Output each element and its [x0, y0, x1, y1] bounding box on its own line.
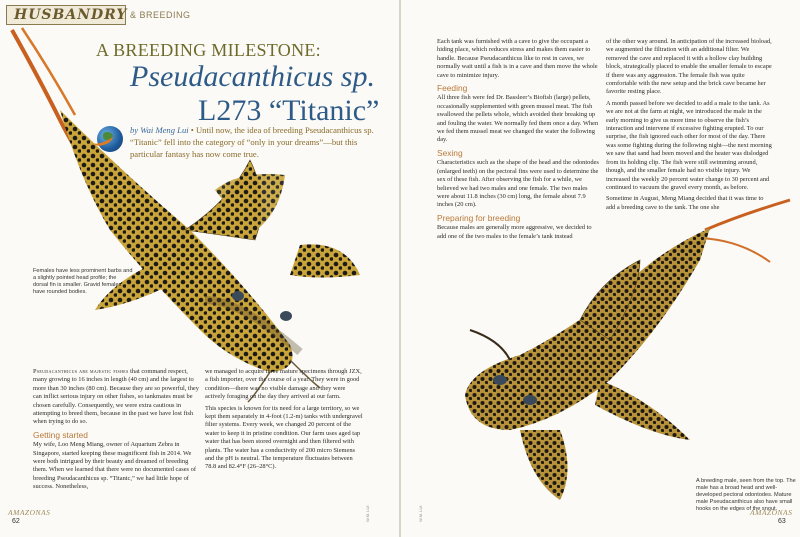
section-banner — [6, 5, 226, 27]
female-caption: Females have less prominent barbs and a slightly pointed head profile; the dorsal fin is smaller. Gravid females have rounded bodies. — [33, 268, 133, 295]
male-fish-photo — [465, 200, 790, 500]
article-intro: by Wai Meng Lui • Until now, the idea of breeding Pseudacanthicus sp. “Titanic” fell into the category of “only in your dreams”—but this particular fantasy has now come true. — [130, 125, 374, 159]
column-3 — [437, 38, 599, 244]
byline: by Wai Meng Lui — [130, 125, 189, 135]
paragraph: All three fish were fed Dr. Bassleer’s Biofish (large) pellets, occasionally supplemented with green mussel meat. The fish swallowed the pellets whole, which avoided their breaking up and fouling the water. We normally fed them once a day. When we fed them mussel meat we changed the water the following day. — [437, 94, 599, 144]
paragraph: of the other way around. In anticipation of the increased bioload, we augmented the filtration with an additional filter. We removed the cave and replaced it with a hollow clay building block, strategically placed to enable the smaller female to escape if there was any aggression. The female fish was quite comfortable with the new setup and the brick cave became her favorite resting place. — [606, 38, 772, 96]
photo-credit-left: W.M. LUI — [365, 505, 370, 522]
lead-in: Pseudacanthicus are majestic fishes — [33, 368, 129, 375]
page-number-right: 63 — [778, 518, 786, 525]
article-title-line1: Pseudacanthicus sp. — [130, 60, 375, 93]
heading-getting-started: Getting started — [33, 429, 88, 440]
section-title: HUSBANDRY — [14, 7, 128, 23]
column-2 — [205, 368, 365, 475]
column-1 — [33, 368, 201, 495]
article-title-line2: L273 “Titanic” — [198, 94, 380, 127]
paragraph: we managed to acquire three mature specimens through JZX, a fish importer, over the course of a year. They were in good condition—there was no visible damage and they were actively foraging on the day they arrived at our farm. — [205, 368, 362, 401]
subsection-title: & BREEDING — [130, 10, 191, 20]
paragraph: Because males are generally more aggressive, we decided to add one of the two males to the female’s tank instead — [437, 224, 592, 240]
column-4 — [606, 38, 772, 215]
paragraph: This species is known for its need for a large territory, so we kept them separately in 4-foot (1.2-m) tanks with undergravel filter systems. Every week, we changed 20 percent of the water to keep it in pristine condition. Our farm uses aged tap water that has been stored overnight and then filtered with plants. The water has a conductivity of 200 micro Siemens and the pH is neutral. The temperature fluctuates between 78.8 and 82.4°F (26–28°C). — [205, 404, 363, 471]
paragraph: that command respect, many growing to 16 inches in length (40 cm) and the largest to more than 30 inches (80 cm). Because they are so powerful, they can inflict serious injury on other fishes, so tankmates must be chosen carefully. Consequently, we were extra cautious in attempting to breed them, because in the past we have lost fish when trying to do so. — [33, 368, 199, 426]
intro-text: Until now, the idea of breeding Pseudacanthicus sp. “Titanic” fell into the category of “only in your dreams”—but this particular fantasy has now come true. — [130, 125, 374, 159]
right-footer-logo: AMAZONAS — [750, 508, 793, 517]
heading-feeding: Feeding — [437, 83, 468, 94]
paragraph: Each tank was furnished with a cave to give the occupant a hiding place, which reduces stress and makes them easier to handle. Because Pseudacanthicus like to rest in caves, we normally wait until a fish is in a cave and then move the whole cave to minimize injury. — [437, 38, 598, 79]
photo-credit-right: W.M. LUI — [418, 505, 423, 522]
paragraph: Sometime in August, Meng Miang decided that it was time to add a breeding cave to the tank. The one she — [606, 195, 764, 211]
article-kicker: A BREEDING MILESTONE: — [96, 40, 321, 60]
male-caption: A breeding male, seen from the top. The male has a broad head and well-developed pectoral odontodes. Mature male Pseudacanthicus also have small hooks on the edges of the snout. — [696, 478, 796, 512]
heading-preparing: Preparing for breeding — [437, 212, 521, 223]
page-number-left: 62 — [12, 518, 20, 525]
left-footer-logo: AMAZONAS — [8, 508, 51, 517]
globe-icon — [97, 126, 123, 152]
paragraph: Characteristics such as the shape of the head and the odontodes (enlarged teeth) on the pectoral fins were used to determine the sex of these fish. After observing the fish for a while, we believed we had two males and one female. The two males were about 11.8 inches (30 cm) long, the female about 7.9 inches (20 cm). — [437, 159, 599, 209]
paragraph: My wife, Loo Meng Miang, owner of Aquarium Zebra in Singapore, started keeping these magnificent fish in 2014. We were both intrigued by their beauty and dreamed of breeding them. When we learned that there were no documented cases of breeding Pseudacanthicus sp. “Titanic,” we had little hope of success. Nonetheless, — [33, 441, 196, 491]
heading-sexing: Sexing — [437, 147, 463, 158]
paragraph: A month passed before we decided to add a male to the tank. As we are not at the farm at night, we introduced the male in the early morning to give us more time to observe the fish’s interaction and intervene if excessive fighting erupted. To our surprise, the fish ignored each other for most of the day. There was some fighting during the following night—the next morning we saw that sand had been moved and the heater was dislodged from its holding clip. The fish were still swimming around, though, and the smaller female had no visible injury. We increased the weekly 20 percent water change to 30 percent and continued to vacuum the gravel every month, as before. — [606, 99, 772, 191]
